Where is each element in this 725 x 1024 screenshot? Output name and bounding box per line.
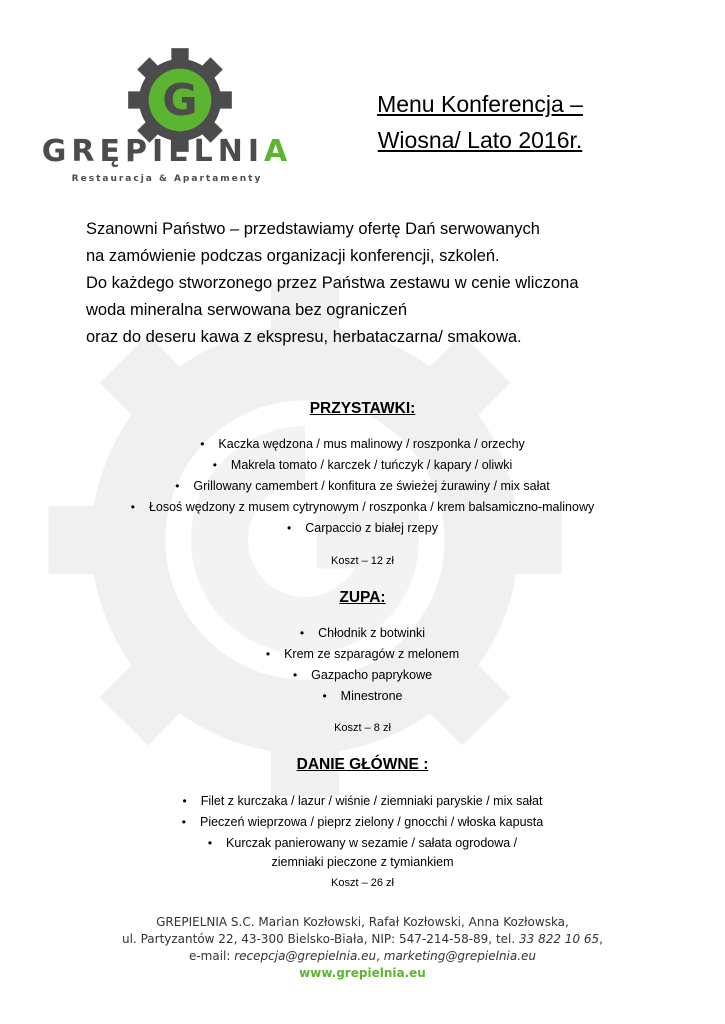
list-item: • Minestrone: [0, 686, 725, 707]
bullet-icon: •: [207, 836, 213, 850]
list-item: • Kaczka wędzona / mus malinowy / roszponka / orzechy: [0, 434, 725, 455]
footer-company: GREPIELNIA S.C. Marian Kozłowski, Rafał Kozłowski, Anna Kozłowska,: [156, 915, 569, 929]
intro-line: na zamówienie podczas organizacji konferencji, szkoleń.: [86, 247, 500, 265]
footer: [0, 914, 725, 982]
logo-name-main: GRĘPIELNI: [41, 134, 265, 169]
email-link-marketing[interactable]: marketing@grepielnia.eu: [383, 949, 537, 963]
mains-item-continuation: ziemniaki pieczone z tymiankiem: [271, 855, 454, 869]
starters-heading: PRZYSTAWKI:: [309, 400, 416, 417]
bullet-icon: •: [265, 647, 271, 661]
list-item: • Łosoś wędzony z musem cytrynowym / roszponka / krem balsamiczno-malinowy: [0, 497, 725, 518]
bullet-icon: •: [130, 500, 135, 514]
list-item: • Makrela tomato / karczek / tuńczyk / kapary / oliwki: [0, 455, 725, 476]
company-logo: [36, 46, 298, 191]
intro-line: Do każdego stworzonego przez Państwa zestawu w cenie wliczona: [86, 274, 579, 292]
mains-heading: DANIE GŁÓWNE :: [296, 756, 429, 773]
website-link[interactable]: www.grepielnia.eu: [299, 966, 426, 980]
list-item: • Krem ze szparagów z melonem: [0, 644, 725, 665]
list-item: • Chłodnik z botwinki: [0, 623, 725, 644]
footer-address: ul. Partyzantów 22, 43-300 Bielsko-Biała, NIP: 547-214-58-89, tel. 33 822 10 65,: [122, 932, 603, 946]
list-item: • Gazpacho paprykowe: [0, 665, 725, 686]
list-item: • Kurczak panierowany w sezamie / sałata ogrodowa /: [0, 833, 725, 854]
footer-phone: 33 822 10 65: [519, 932, 600, 946]
list-item: • Filet z kurczaka / lazur / wiśnie / ziemniaki paryskie / mix sałat: [0, 791, 725, 812]
logo-tagline: Restauracja & Apartamenty: [71, 174, 263, 184]
page-title: [350, 86, 610, 158]
bullet-icon: •: [182, 794, 187, 808]
title-line-2: Wiosna/ Lato 2016r.: [377, 127, 583, 153]
intro-line: Szanowni Państwo – przedstawiamy ofertę Dań serwowanych: [86, 220, 540, 238]
bullet-icon: •: [299, 626, 305, 640]
footer-emails: e-mail: recepcja@grepielnia.eu, marketing@grepielnia.eu: [188, 949, 537, 963]
intro-line: woda mineralna serwowana bez ograniczeń: [86, 301, 408, 319]
soup-price: Koszt – 8 zł: [334, 722, 391, 734]
logo-name-last: A: [264, 134, 293, 169]
bullet-icon: •: [200, 437, 205, 451]
mains-list: [0, 791, 725, 854]
logo-letter: G: [162, 76, 198, 127]
title-line-1: Menu Konferencja –: [377, 91, 583, 117]
list-item: • Pieczeń wieprzowa / pieprz zielony / gnocchi / włoska kapusta: [0, 812, 725, 833]
bullet-icon: •: [292, 668, 298, 682]
soup-heading: ZUPA:: [339, 589, 386, 606]
bullet-icon: •: [212, 458, 217, 472]
bullet-icon: •: [322, 689, 327, 703]
bullet-icon: •: [287, 521, 292, 535]
list-item: • Grillowany camembert / konfitura ze świeżej żurawiny / mix sałat: [0, 476, 725, 497]
starters-price: Koszt – 12 zł: [331, 555, 394, 567]
logo-wordmark: [36, 134, 298, 169]
bullet-icon: •: [181, 815, 186, 829]
intro-line: oraz do deseru kawa z ekspresu, herbataczarna/ smakowa.: [86, 328, 522, 346]
email-link-reception[interactable]: recepcja@grepielnia.eu: [234, 949, 377, 963]
soup-list: [0, 623, 725, 707]
list-item: • Carpaccio z białej rzepy: [0, 518, 725, 539]
bullet-icon: •: [175, 479, 180, 493]
mains-price: Koszt – 26 zł: [331, 877, 394, 889]
starters-list: [0, 434, 725, 539]
intro-paragraph: [86, 216, 686, 351]
